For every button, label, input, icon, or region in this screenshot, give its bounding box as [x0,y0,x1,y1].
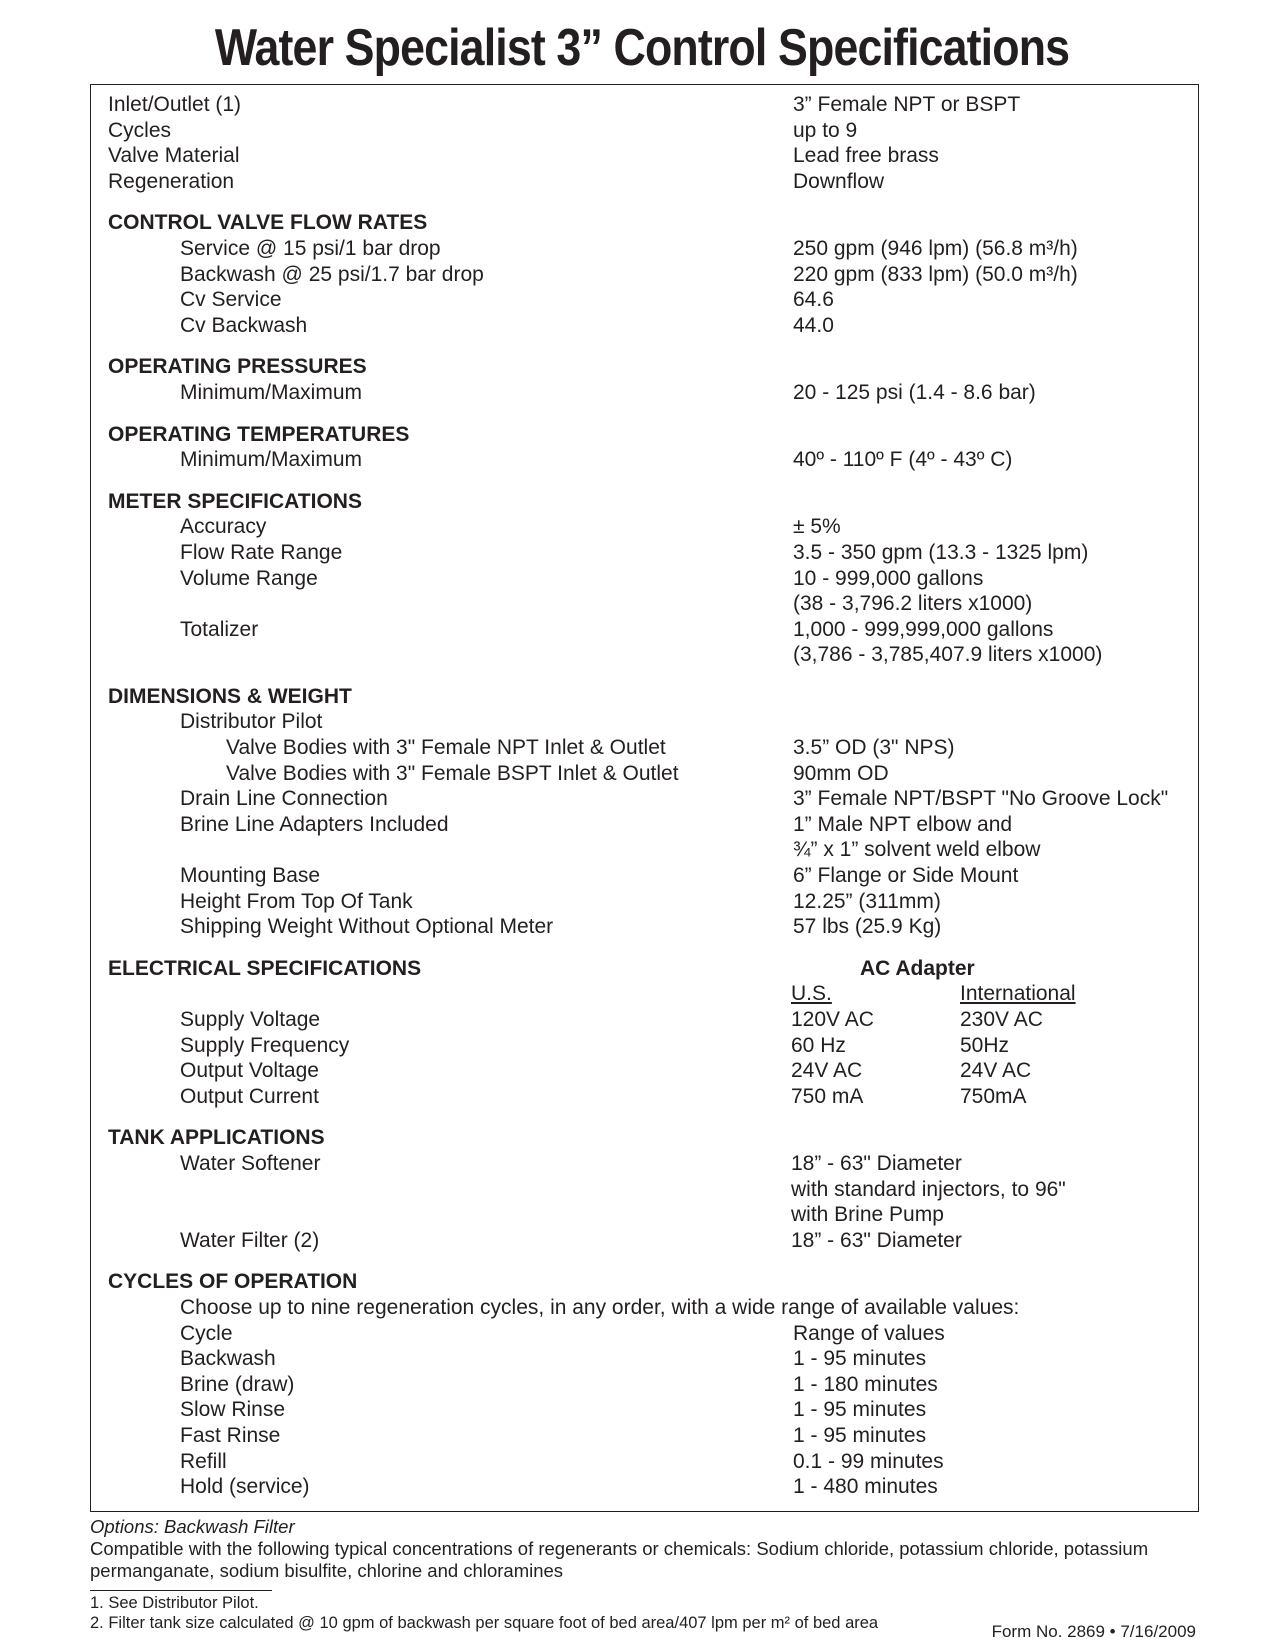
spec-label: Minimum/Maximum [180,380,363,404]
ac-adapter-heading: AC Adapter [860,956,975,980]
spec-value: 3.5” OD (3" NPS) [793,736,955,760]
cycle-range: 1 - 180 minutes [793,1372,938,1396]
footer [90,1516,1200,1633]
spec-label: Totalizer [180,617,259,641]
cycle-label: Slow Rinse [180,1398,286,1422]
spec-content [108,92,1198,1500]
spec-row [108,566,1198,592]
cycle-label: Hold (service) [180,1475,310,1499]
spec-value-continued: ¾” x 1” solvent weld elbow [793,838,1041,862]
electrical-row [108,1058,1198,1084]
cycles-intro-text: Choose up to nine regeneration cycles, in any order, with a wide range of available values: [180,1295,1020,1319]
spec-row [108,118,1198,144]
international-value: 50Hz [960,1033,1010,1057]
spec-row [108,380,1198,406]
spec-row [108,236,1198,262]
spec-row [108,169,1198,195]
section-heading-temperatures: OPERATING TEMPERATURES [108,422,410,446]
spec-row-continued [108,1202,1198,1228]
cycle-row [108,1397,1198,1423]
spec-row-continued [108,837,1198,863]
electrical-row [108,1007,1198,1033]
spec-value: 44.0 [793,313,834,337]
spec-label: Volume Range [180,566,318,590]
spec-row [108,92,1198,118]
electrical-row [108,1033,1198,1059]
spec-value: 40º - 110º F (4º - 43º C) [793,448,1013,472]
column-header-us: U.S. [791,982,832,1006]
spec-row [108,786,1198,812]
section-heading-dimensions: DIMENSIONS & WEIGHT [108,684,352,708]
cycle-label: Refill [180,1449,227,1473]
spec-label: Water Softener [180,1151,321,1175]
cycles-intro [108,1295,1198,1321]
spec-row [108,812,1198,838]
cycle-range: 0.1 - 99 minutes [793,1449,944,1473]
spec-value: 64.6 [793,288,834,312]
document-title: Water Specialist 3” Control Specifications [214,19,1070,77]
spec-value: 90mm OD [793,761,889,785]
us-value: 60 Hz [791,1033,846,1057]
distributor-pilot-label: Distributor Pilot [180,710,323,734]
spec-label: Cycles [108,118,172,142]
cycle-label: Brine (draw) [180,1372,295,1396]
spec-value: 12.25” (311mm) [793,889,941,913]
spec-label: Accuracy [180,515,267,539]
options-note: Options: Backwash Filter [90,1516,295,1537]
spec-row [108,1151,1198,1177]
section-heading-flow-rates: CONTROL VALVE FLOW RATES [108,211,428,235]
footnote-2: 2. Filter tank size calculated @ 10 gpm of backwash per square foot of bed area/407 lpm per m² of bed area [90,1614,879,1632]
international-value: 230V AC [960,1008,1043,1031]
spec-value: 3” Female NPT or BSPT [793,93,1021,116]
section-heading-electrical: ELECTRICAL SPECIFICATIONS [108,956,422,980]
cycle-range: 1 - 480 minutes [793,1475,938,1499]
cycle-row [108,1346,1198,1372]
spec-value: 18” - 63" Diameter [791,1151,962,1175]
spec-row [108,914,1198,940]
spec-label: Inlet/Outlet (1) [108,93,242,116]
footnote-divider [90,1590,272,1591]
us-value: 24V AC [791,1059,863,1083]
international-value: 750mA [960,1084,1027,1108]
spec-value: 3” Female NPT/BSPT "No Groove Lock" [793,787,1169,811]
spec-label: Valve Bodies with 3" Female BSPT Inlet & Outlet [226,761,679,785]
spec-label: Regeneration [108,169,235,193]
spec-row [108,540,1198,566]
spec-row-continued [108,642,1198,668]
spec-row [108,287,1198,313]
spec-row [108,1228,1198,1254]
spec-value: Downflow [793,169,885,193]
spec-row [108,863,1198,889]
spec-value-continued: (3,786 - 3,785,407.9 liters x1000) [793,643,1103,667]
spec-row-continued [108,591,1198,617]
section-heading-meter: METER SPECIFICATIONS [108,489,362,513]
spec-row [108,143,1198,169]
spec-value: 6” Flange or Side Mount [793,864,1019,888]
spec-row [108,761,1198,787]
spec-label: Cv Service [180,288,282,312]
spec-row-continued [108,1177,1198,1203]
cycles-column-headers [108,1321,1198,1347]
spec-subheading [108,709,1198,735]
general-specs [108,92,1198,194]
spec-value: 1,000 - 999,999,000 gallons [793,617,1054,641]
spec-label: Supply Frequency [180,1033,350,1057]
cycle-range: 1 - 95 minutes [793,1423,927,1447]
spec-label: Water Filter (2) [180,1228,320,1252]
section-heading-cycles: CYCLES OF OPERATION [108,1270,358,1294]
section-heading-pressures: OPERATING PRESSURES [108,355,367,379]
spec-value: up to 9 [793,118,858,142]
spec-value: 1” Male NPT elbow and [793,812,1013,836]
spec-label: Flow Rate Range [180,540,343,564]
international-value: 24V AC [960,1059,1032,1083]
spec-value: ± 5% [793,515,841,539]
spec-value: 57 lbs (25.9 Kg) [793,915,942,939]
cycle-range: 1 - 95 minutes [793,1398,927,1422]
spec-value-continued: with standard injectors, to 96" [791,1177,1066,1201]
spec-label: Minimum/Maximum [180,448,363,472]
spec-value: Lead free brass [793,144,939,168]
cycle-label: Fast Rinse [180,1423,281,1447]
compatibility-note: Compatible with the following typical concentrations of regenerants or chemicals: Sodium chloride, potassium chloride, potassium permanganate, sodium bisulfite, chlorine and chloramines [90,1538,1149,1581]
us-value: 120V AC [791,1008,874,1031]
electrical-column-headers [108,981,1198,1007]
section-heading-tanks: TANK APPLICATIONS [108,1126,325,1150]
spec-label: Service @ 15 psi/1 bar drop [180,236,441,260]
spec-row [108,447,1198,473]
spec-value: 3.5 - 350 gpm (13.3 - 1325 lpm) [793,540,1089,564]
cycle-range: 1 - 95 minutes [793,1347,927,1371]
spec-row [108,735,1198,761]
spec-label: Mounting Base [180,864,321,888]
spec-label: Shipping Weight Without Optional Meter [180,915,554,939]
spec-label: Valve Bodies with 3" Female NPT Inlet & Outlet [226,736,666,760]
spec-value: 18” - 63" Diameter [791,1228,962,1252]
us-value: 750 mA [791,1084,864,1108]
spec-value: 20 - 125 psi (1.4 - 8.6 bar) [793,380,1036,404]
footnote-1: 1. See Distributor Pilot. [90,1594,259,1612]
spec-row [108,514,1198,540]
spec-value: 10 - 999,000 gallons [793,566,984,590]
spec-label: Height From Top Of Tank [180,889,413,913]
cycle-label: Backwash [180,1347,276,1371]
cycle-row [108,1449,1198,1475]
cycle-row [108,1474,1198,1500]
spec-label: Drain Line Connection [180,787,388,811]
spec-label: Output Current [180,1084,319,1108]
column-header-international: International [960,982,1076,1006]
spec-label: Backwash @ 25 psi/1.7 bar drop [180,262,484,286]
spec-value: 250 gpm (946 lpm) (56.8 m³/h) [793,236,1078,260]
column-header-cycle: Cycle [180,1321,233,1345]
spec-row [108,313,1198,339]
spec-label: Valve Material [108,144,240,168]
spec-row [108,889,1198,915]
spec-label: Brine Line Adapters Included [180,812,449,836]
electrical-row [108,1084,1198,1110]
spec-label: Cv Backwash [180,313,308,337]
cycle-row [108,1423,1198,1449]
column-header-range: Range of values [793,1321,945,1345]
spec-label: Supply Voltage [180,1008,321,1031]
spec-value-continued: (38 - 3,796.2 liters x1000) [793,592,1033,616]
spec-row [108,262,1198,288]
form-number: Form No. 2869 • 7/16/2009 [991,1622,1196,1641]
spec-value: 220 gpm (833 lpm) (50.0 m³/h) [793,262,1078,286]
spec-row [108,617,1198,643]
spec-label: Output Voltage [180,1059,319,1083]
spec-value-continued: with Brine Pump [791,1203,944,1227]
electrical-heading-row [108,956,1198,982]
cycle-row [108,1372,1198,1398]
